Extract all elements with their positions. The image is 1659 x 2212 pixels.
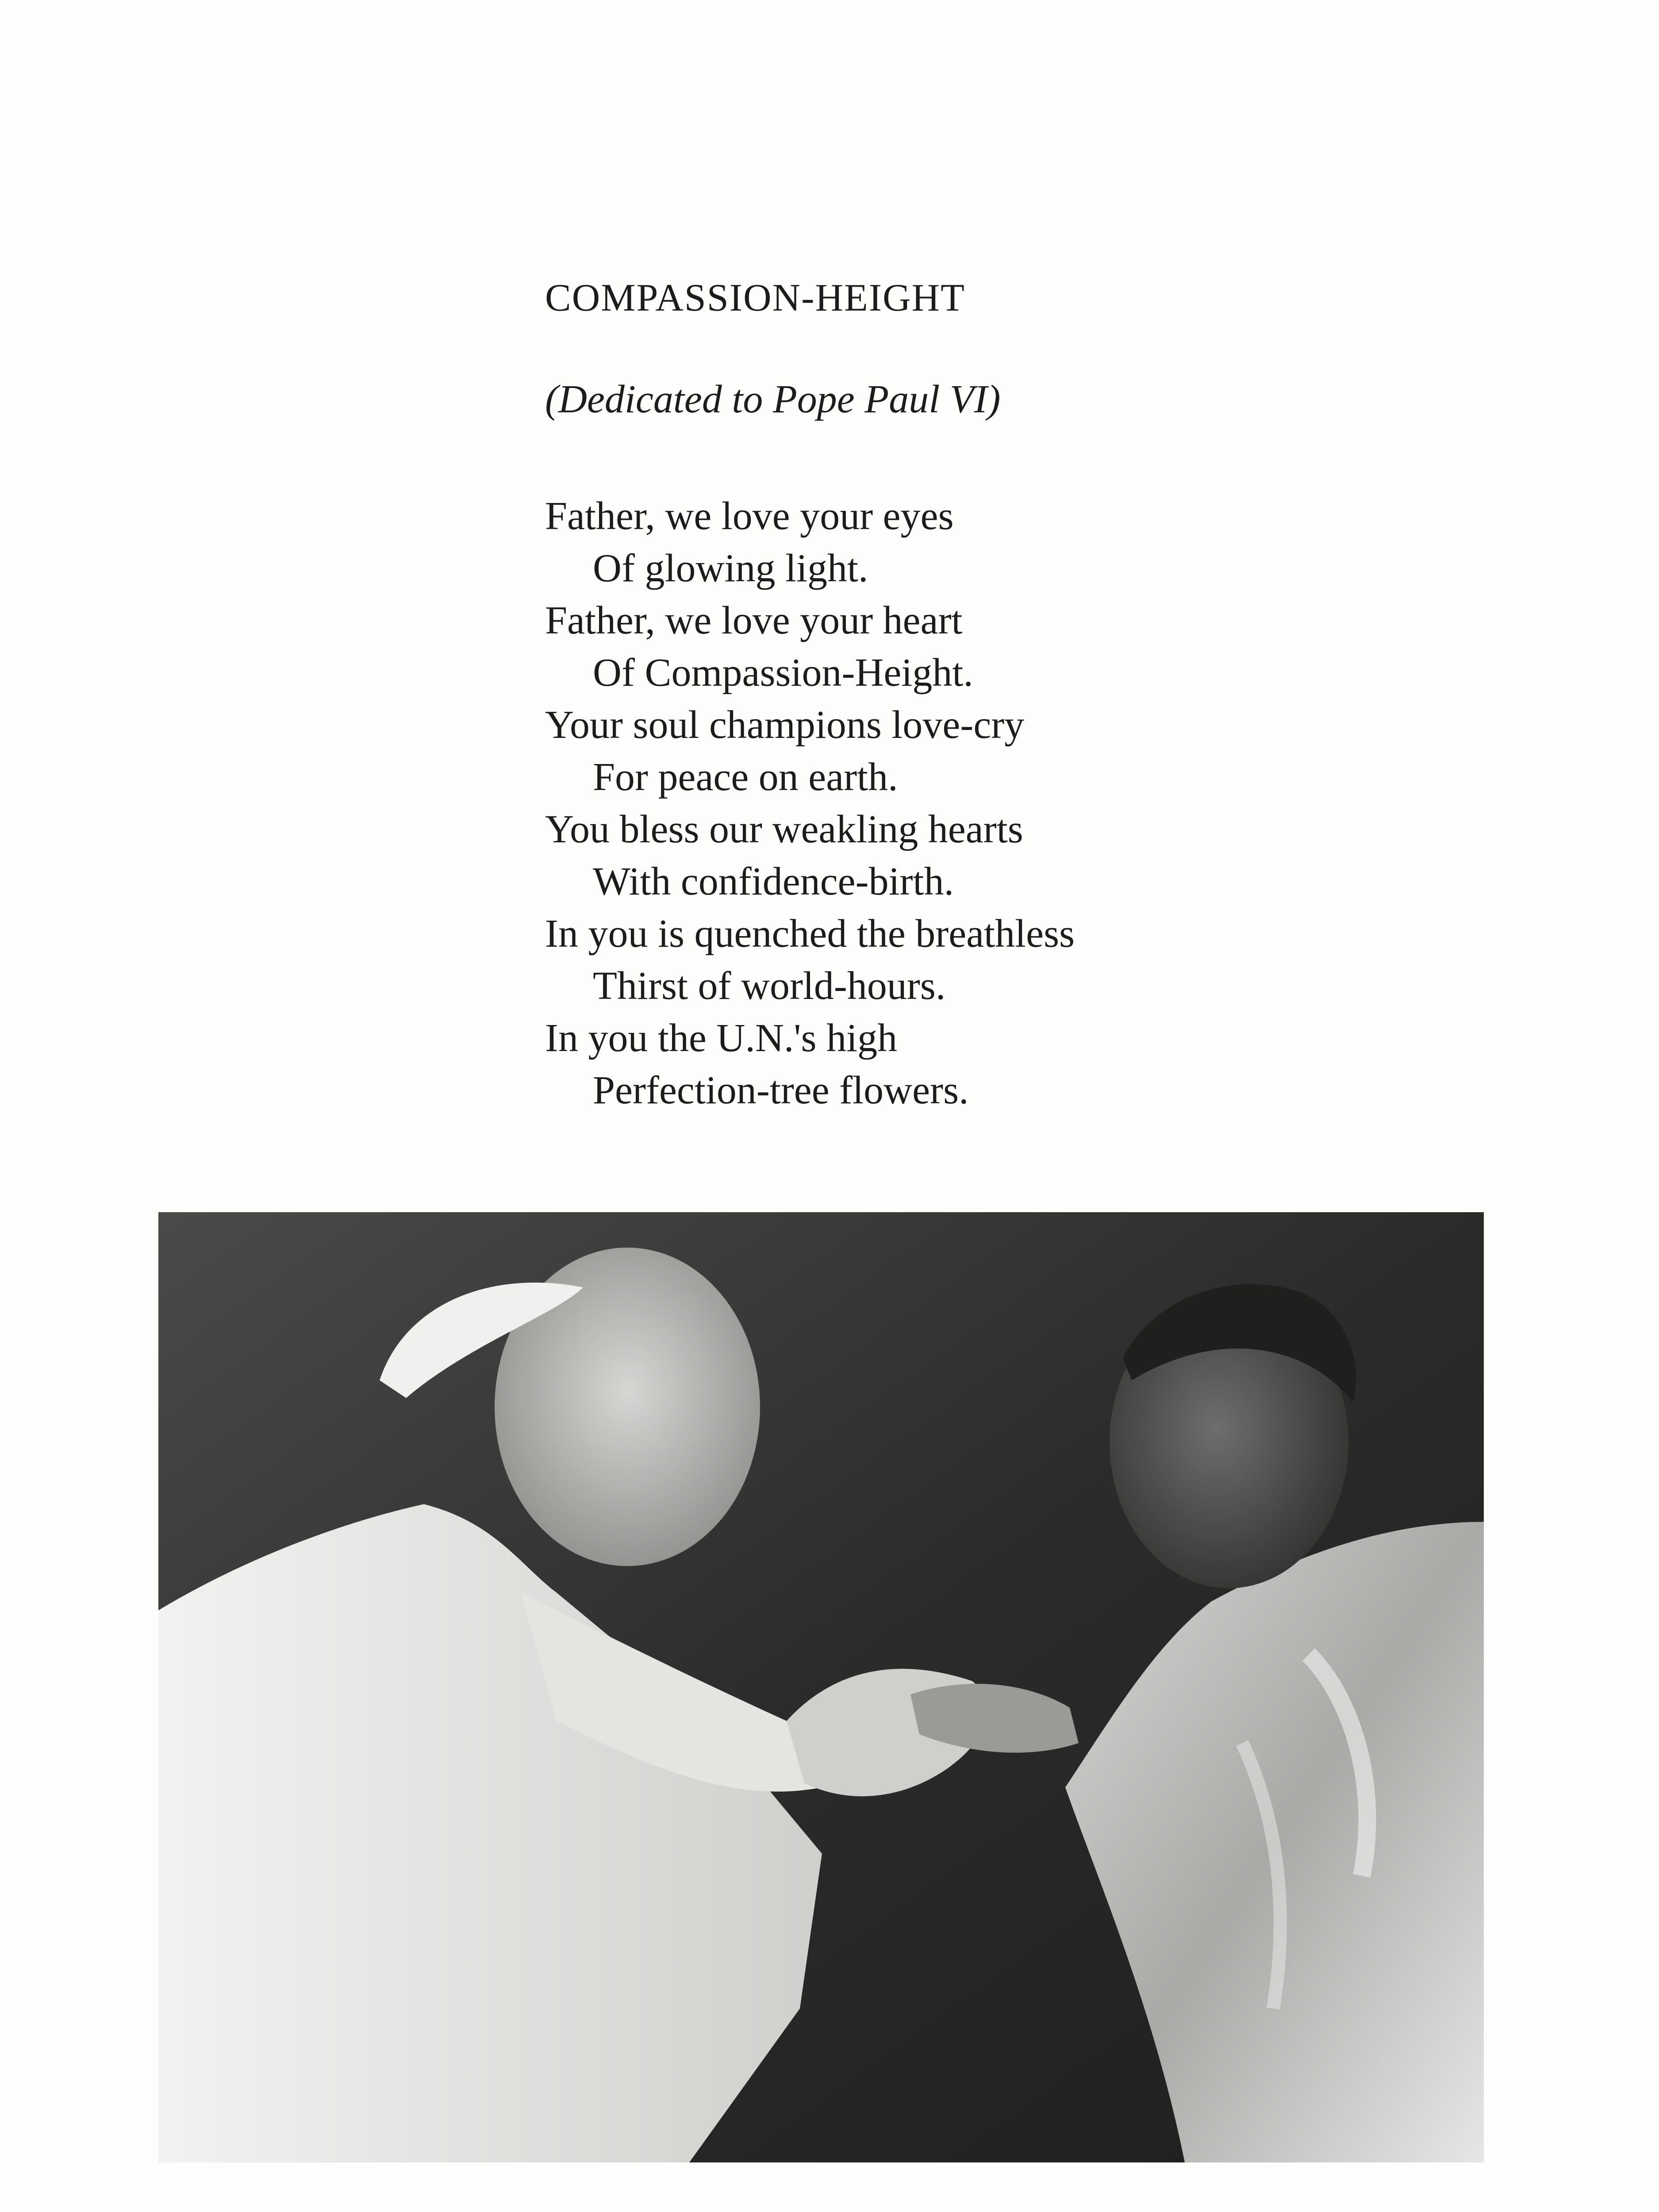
photograph [158,1212,1484,2162]
poem-line: Of Compassion-Height. [593,651,973,695]
poem-line: You bless our weakling hearts [545,807,1023,851]
poem-title: COMPASSION-HEIGHT [545,276,965,319]
poem-line: Of glowing light. [593,546,868,590]
poem-line: In you is quenched the breathless [545,912,1075,956]
poem-lines [545,490,1518,1117]
poem-line: Perfection-tree flowers. [593,1068,969,1112]
poem-block [545,276,1518,1117]
poem-dedication: (Dedicated to Pope Paul VI) [545,377,1001,421]
photo-illustration [158,1212,1484,2162]
poem-line: With confidence-birth. [593,860,954,903]
poem-line: Father, we love your heart [545,599,963,642]
poem-line: In you the U.N.'s high [545,1016,898,1060]
poem-line: Your soul champions love-cry [545,703,1025,747]
poem-line: Thirst of world-hours. [593,964,946,1008]
poem-line: Father, we love your eyes [545,494,954,538]
poem-line: For peace on earth. [593,755,898,799]
